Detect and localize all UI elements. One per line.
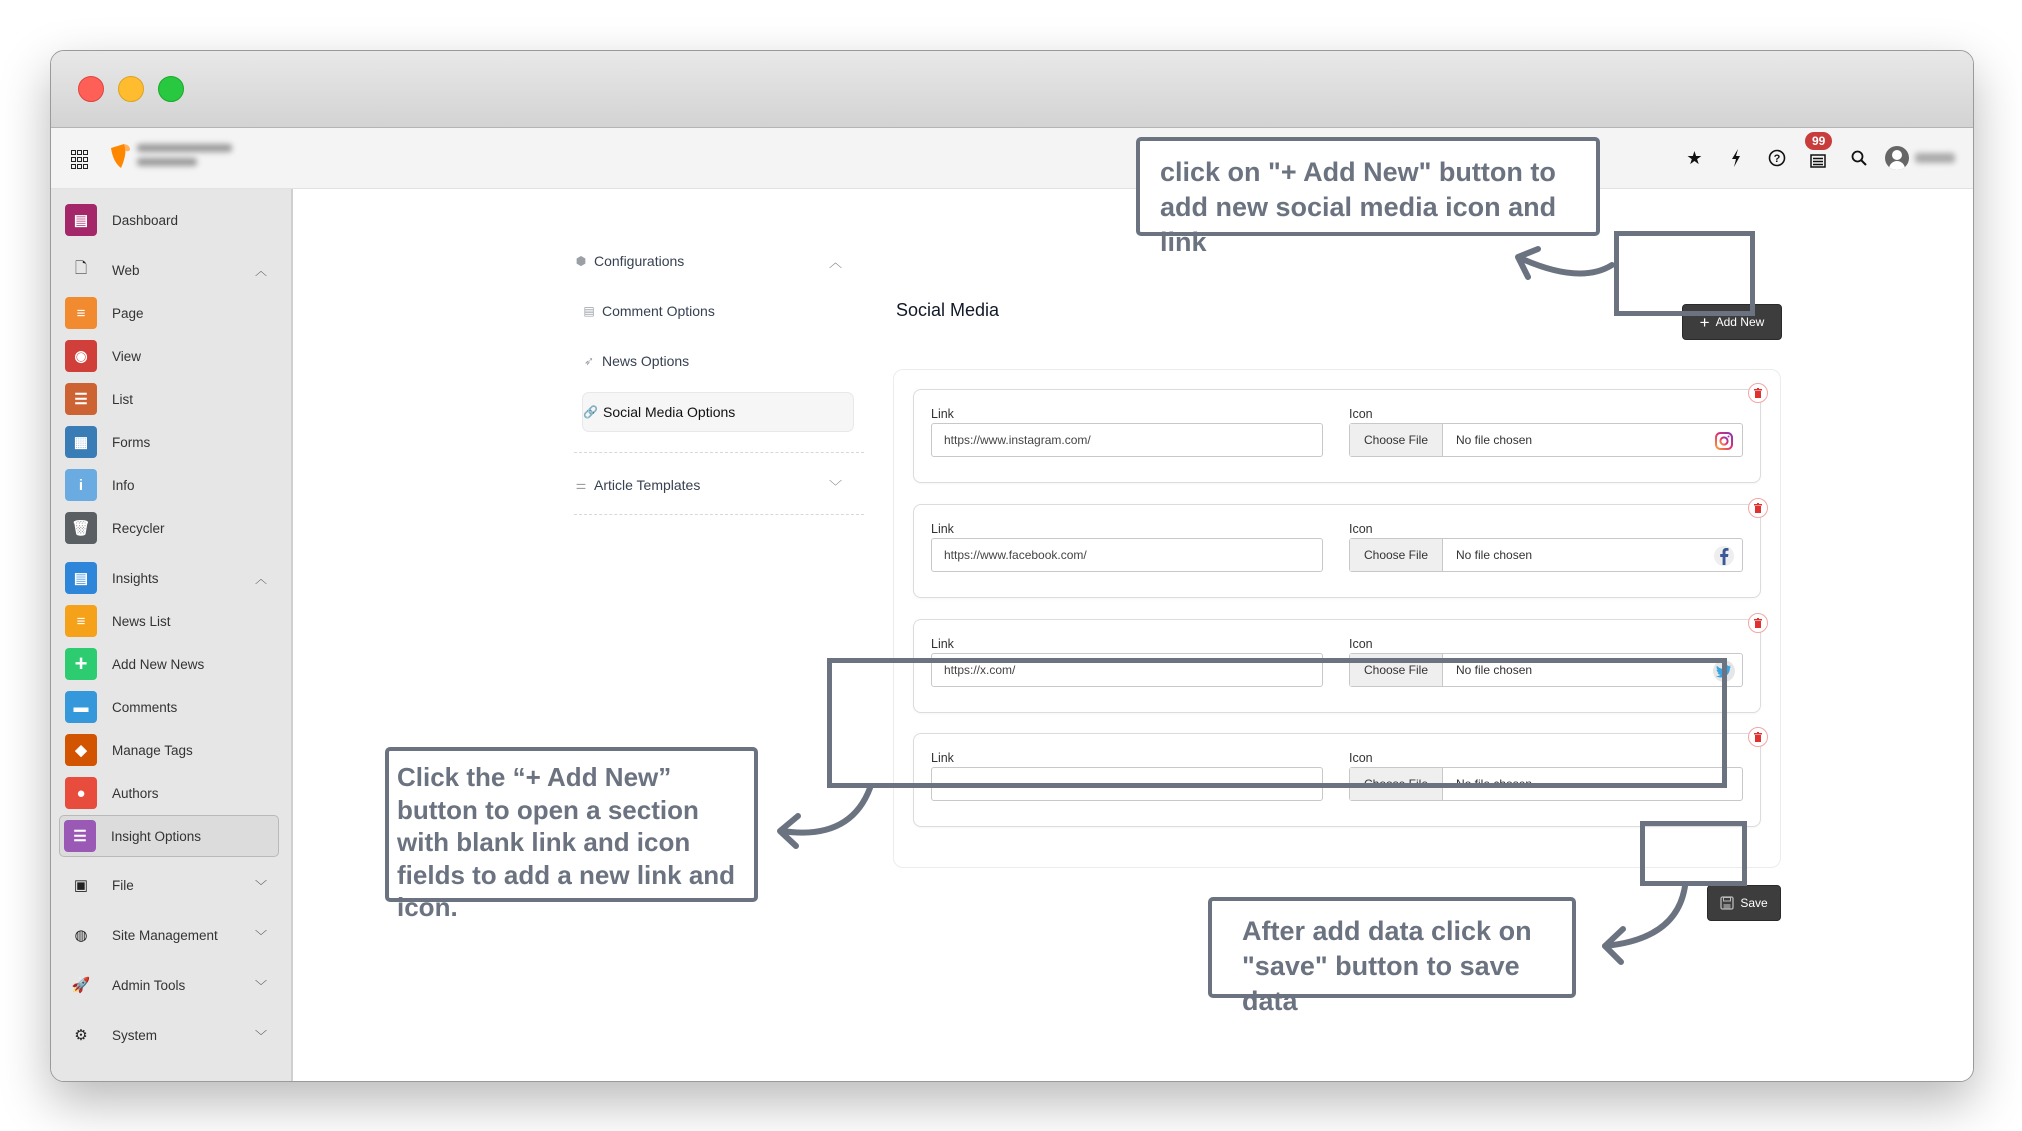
sidebar-item-admin-tools[interactable] [61,965,279,1005]
sidebar-item-label: Info [112,477,135,493]
username-blurred [1915,153,1955,163]
social-link-row [913,504,1761,598]
insights-icon: ▤ [65,562,97,594]
link-label: Link [931,522,954,536]
chevron-down-icon: ﹀ [828,478,842,494]
social-link-row [913,619,1761,713]
svg-text:?: ? [1773,153,1780,165]
chevron-up-icon: ︿ [828,254,842,270]
sliders-icon: ☰ [64,820,96,852]
user-avatar [1885,146,1909,170]
delete-row-button[interactable] [1748,383,1768,403]
close-window-button[interactable] [78,76,104,102]
globe-icon: ◍ [74,927,88,944]
config-group-article-templates[interactable] [574,466,854,504]
chevron-up-icon: ︿ [254,572,267,586]
page-title: Social Media [896,300,1000,320]
site-name-blurred [137,144,237,172]
hexagon-icon: ⬢ [575,254,587,268]
save-label: Save [1740,896,1768,910]
eye-icon: ◉ [65,340,97,372]
sidebar-item-list[interactable] [61,379,279,419]
config-group-label: Article Templates [594,477,701,493]
floppy-disk-icon [1720,896,1734,910]
image-icon: ▣ [73,877,89,894]
sidebar-item-label: Web [112,262,140,278]
sidebar-item-label: Dashboard [112,212,179,228]
choose-file-button[interactable]: Choose File [1350,768,1443,800]
plus-icon: + [65,648,97,680]
list-icon: ☰ [65,383,97,415]
delete-row-button[interactable] [1748,727,1768,747]
app-window [50,50,1974,1082]
link-input[interactable] [931,767,1323,801]
sidebar-item-label: News List [112,613,171,629]
add-new-label: Add New [1715,315,1765,329]
sidebar-item-label: Insights [112,570,159,586]
icon-label: Icon [1349,522,1373,536]
user-menu[interactable] [1879,146,1955,170]
link-label: Link [931,407,954,421]
config-item-comment-options[interactable] [582,292,852,330]
maximize-window-button[interactable] [158,76,184,102]
search-icon [1851,150,1867,166]
divider [574,514,864,515]
sidebar-item-label: Insight Options [111,828,202,844]
gear-icon: ⚙ [74,1027,88,1044]
apps-grid-icon[interactable] [71,150,87,166]
rocket-icon: 🚀 [71,977,91,994]
bookmark-button[interactable] [1674,128,1715,188]
sidebar-item-label: Authors [112,785,159,801]
add-new-tooltip-callout [1136,137,1600,257]
save-button[interactable] [1707,885,1781,921]
sidebar-item-label: Add New News [112,656,205,672]
link-input[interactable] [931,653,1323,687]
delete-row-button[interactable] [1748,613,1768,633]
twitter-icon [1712,659,1736,683]
sidebar-item-label: Recycler [112,520,165,536]
top-header [51,128,1973,189]
new-section-tooltip-callout [385,747,758,922]
sidebar-item-news-list[interactable] [61,601,279,641]
social-link-row [913,389,1761,483]
plus-icon: + [1699,312,1710,332]
module-sidebar [51,189,293,1081]
sidebar-item-web[interactable] [61,250,279,290]
tag-icon: ◆ [65,734,97,766]
list-icon [1810,154,1826,168]
config-item-label: News Options [602,353,690,369]
system-info-button[interactable] [1797,128,1838,188]
sidebar-item-label: View [112,348,142,364]
help-icon [1768,149,1786,167]
sidebar-item-label: File [112,877,134,893]
info-icon: i [65,469,97,501]
chevron-down-icon: ﹀ [254,929,267,943]
sidebar-item-comments[interactable] [61,687,279,727]
sidebar-item-insights[interactable] [61,558,279,598]
sidebar-item-file[interactable] [61,865,279,905]
search-button[interactable] [1838,128,1879,188]
file-status: No file chosen [1456,663,1533,677]
help-button[interactable] [1756,128,1797,188]
config-item-label: Comment Options [602,303,715,319]
delete-row-button[interactable] [1748,498,1768,518]
comment-icon: ▤ [583,304,595,318]
chevron-down-icon: ﹀ [254,879,267,893]
sidebar-item-label: System [112,1027,158,1043]
social-link-row-new [913,733,1761,827]
title-bar [51,51,1973,128]
icon-label: Icon [1349,407,1373,421]
clear-cache-button[interactable] [1715,128,1756,188]
sidebar-item-insight-options[interactable] [59,815,279,857]
sidebar-item-label: Page [112,305,144,321]
icon-label: Icon [1349,751,1373,765]
icon-file-input[interactable] [1349,767,1743,801]
icon-file-input[interactable] [1349,423,1743,457]
sidebar-item-page[interactable] [61,293,279,333]
choose-file-button[interactable]: Choose File [1350,539,1443,571]
trash-icon [1754,503,1762,513]
dashboard-icon: ▤ [65,204,97,236]
sidebar-item-authors[interactable] [61,773,279,813]
link-label: Link [931,751,954,765]
config-group-label: Configurations [594,253,685,269]
icon-file-input[interactable] [1349,653,1743,687]
notification-badge: 99 [1805,132,1832,150]
sidebar-item-add-new-news[interactable] [61,644,279,684]
sidebar-item-label: Manage Tags [112,742,193,758]
config-item-news-options[interactable] [582,342,852,380]
sidebar-item-site-management[interactable] [61,915,279,955]
config-item-label: Social Media Options [603,404,736,420]
sidebar-item-recycler[interactable] [61,508,279,548]
link-input[interactable] [931,423,1323,457]
sidebar-item-label: Forms [112,434,151,450]
instagram-icon [1712,429,1736,453]
callout-text: After add data click on "save" button to save data [1242,916,1532,1016]
file-status: No file chosen [1456,777,1533,791]
sidebar-item-forms[interactable] [61,422,279,462]
trash-icon: 🗑 [65,512,97,544]
sidebar-item-label: Comments [112,699,178,715]
chevron-down-icon: ﹀ [254,1029,267,1043]
config-group-configurations[interactable] [574,242,854,280]
sidebar-item-label: Site Management [112,927,218,943]
forms-icon: ▦ [65,426,97,458]
news-list-icon: ≡ [65,605,97,637]
callout-text: Click the “+ Add New” button to open a section with blank link and icon fields to add a new link and icon. [397,762,736,922]
comment-icon: ▬ [65,691,97,723]
choose-file-button[interactable]: Choose File [1350,424,1443,456]
chevron-up-icon: ︿ [254,264,267,278]
icon-label: Icon [1349,637,1373,651]
choose-file-button[interactable]: Choose File [1350,654,1443,686]
sliders-icon: ⚌ [575,478,587,492]
main-content [293,189,1973,1081]
sidebar-item-label: List [112,391,134,407]
trash-icon [1754,732,1762,742]
file-status: No file chosen [1456,433,1533,447]
bolt-icon [1730,149,1742,167]
config-item-social-media-options[interactable] [582,392,854,432]
file-status: No file chosen [1456,548,1533,562]
user-icon: ● [65,777,97,809]
divider [574,452,864,453]
facebook-icon [1712,544,1736,568]
sidebar-item-label: Admin Tools [112,977,186,993]
link-label: Link [931,637,954,651]
link-icon: 🔗 [583,405,598,419]
sidebar-item-system[interactable] [61,1015,279,1055]
page-outline-icon: 🗋 [74,259,88,277]
star-icon: ★ [1686,147,1703,168]
trash-icon [1754,618,1762,628]
typo3-logo[interactable] [109,142,131,172]
chevron-down-icon: ﹀ [254,979,267,993]
icon-file-input[interactable] [1349,538,1743,572]
link-input[interactable] [931,538,1323,572]
callout-text: click on "+ Add New" button to add new social media icon and link [1160,157,1557,257]
sidebar-item-view[interactable] [61,336,279,376]
save-tooltip-callout [1208,897,1576,1016]
sidebar-item-info[interactable] [61,465,279,505]
sidebar-item-manage-tags[interactable] [61,730,279,770]
page-icon: ≡ [65,297,97,329]
rocket-icon: ➶ [583,354,595,368]
add-new-button[interactable] [1682,304,1782,340]
minimize-window-button[interactable] [118,76,144,102]
trash-icon [1754,388,1762,398]
sidebar-item-dashboard[interactable] [61,200,279,240]
